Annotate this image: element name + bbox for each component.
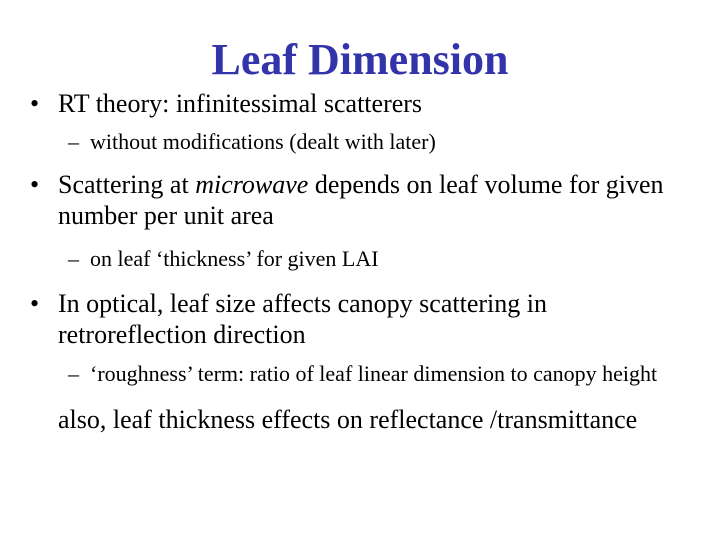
sub-bullet-modifications xyxy=(30,127,700,157)
sub-bullet-marker: – xyxy=(68,129,79,154)
slide-content xyxy=(30,88,700,437)
bullet-text-emphasis: microwave xyxy=(195,170,309,199)
title-text: Leaf Dimension xyxy=(211,35,509,84)
bullet-text-end: depends on leaf volume for given number per unit area xyxy=(58,170,664,230)
bullet-marker: • xyxy=(30,89,40,118)
bullet-text: RT theory: infinitessimal scatterers xyxy=(58,89,423,118)
closing-note: also, leaf thickness effects on reflectance /transmittance xyxy=(58,405,638,434)
bullet-text-start: Scattering at xyxy=(58,170,196,199)
bullet-marker: • xyxy=(30,170,40,199)
bullet-marker: • xyxy=(30,289,40,318)
sub-bullet-roughness xyxy=(30,359,700,389)
sub-bullet-text: ‘roughness’ term: ratio of leaf linear dimension to canopy height xyxy=(90,361,658,386)
sub-bullet-text: on leaf ‘thickness’ for given LAI xyxy=(90,246,379,271)
sub-bullet-text: without modifications (dealt with later) xyxy=(90,129,436,154)
bullet-text: In optical, leaf size affects canopy scattering in retroreflection direction xyxy=(58,289,547,349)
bullet-rt-theory xyxy=(30,88,700,119)
slide-title xyxy=(0,34,720,86)
sub-bullet-marker: – xyxy=(68,246,79,271)
bullet-optical-leaf-size xyxy=(30,288,700,350)
sub-bullet-thickness xyxy=(30,244,700,274)
bullet-scattering-microwave xyxy=(30,169,700,231)
sub-bullet-marker: – xyxy=(68,361,79,386)
